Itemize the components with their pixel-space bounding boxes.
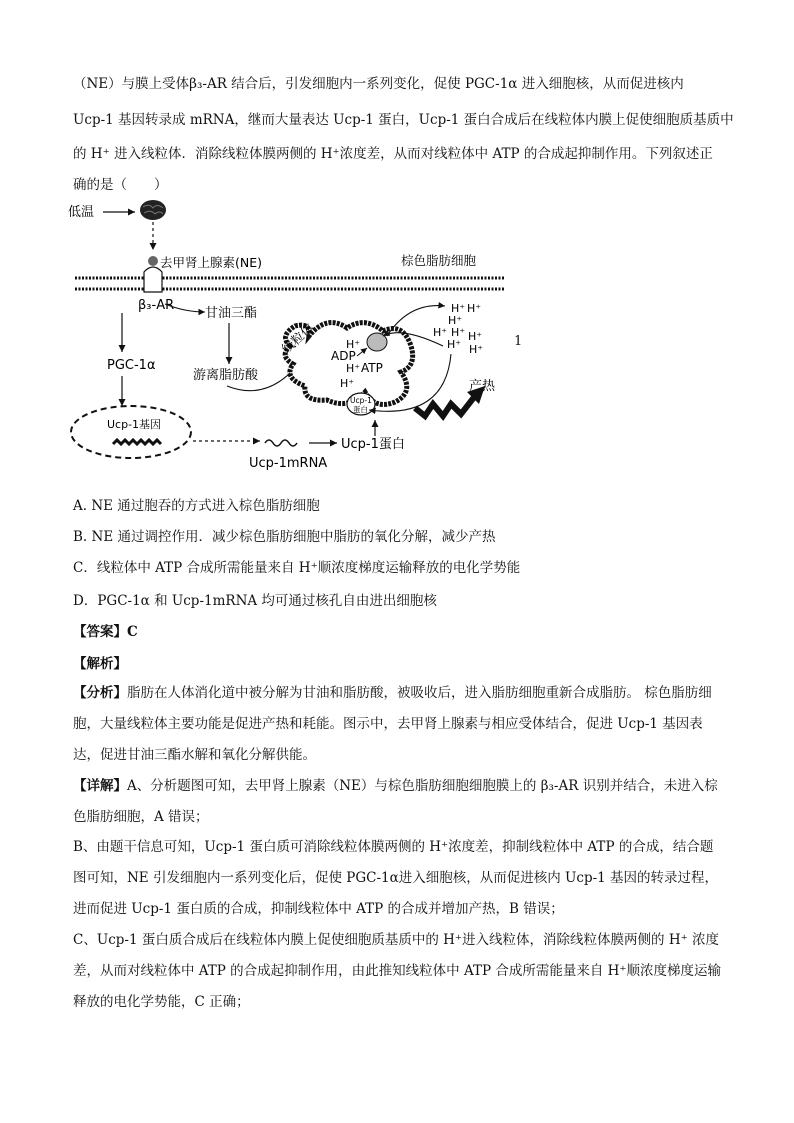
svg-text:H⁺: H⁺ bbox=[468, 330, 483, 343]
mitochondrion-label: 线粒体 bbox=[278, 320, 317, 357]
svg-text:H⁺: H⁺ bbox=[451, 302, 466, 315]
question-line-1: （NE）与膜上受体β₃-AR 结合后，引发细胞内一系列变化，促使 PGC-1α 进入细胞核，从而促进核内 bbox=[73, 76, 684, 92]
mrna-icon bbox=[265, 440, 297, 446]
svg-text:H⁺: H⁺ bbox=[469, 343, 484, 356]
free-fatty-acid-label: 游离脂肪酸 bbox=[193, 368, 259, 383]
question-line-2: Ucp-1 基因转录成 mRNA，继而大量表达 Ucp-1 蛋白，Ucp-1 蛋白合成后在线粒体内膜上促使细胞质基质中 bbox=[73, 112, 734, 128]
option-d: D．PGC-1α 和 Ucp-1mRNA 均可通过核孔自由进出细胞核 bbox=[73, 593, 437, 609]
analysis-tag: 【分析】 bbox=[73, 685, 127, 701]
svg-text:H⁺: H⁺ bbox=[448, 314, 463, 327]
brown-fat-cell-label: 棕色脂肪细胞 bbox=[401, 253, 477, 268]
h-ion-cluster bbox=[433, 302, 483, 356]
detail-paragraph-b: B、由题干信息可知，Ucp-1 蛋白质可消除线粒体膜两侧的 H⁺浓度差，抑制线粒体中 ATP 的合成，结合题图可知，NE 引发细胞内一系列变化后，促使 PGC-1α进入细胞核，从而促进核内 Ucp-1 基因的转录过程，进而促进 Ucp-1 蛋白质的合成，抑制线粒体中 ATP 的合成并增加产热，B 错误； bbox=[73, 839, 719, 917]
pgc-label: PGC-1α bbox=[107, 358, 156, 373]
receptor-label: β₃-AR bbox=[138, 298, 175, 313]
svg-text:H⁺: H⁺ bbox=[451, 326, 466, 339]
h-label-1: H⁺ bbox=[346, 338, 361, 351]
h-label-2: H⁺ bbox=[346, 362, 361, 375]
svg-text:H⁺: H⁺ bbox=[467, 302, 482, 315]
option-c: C．线粒体中 ATP 合成所需能量来自 H⁺顺浓度梯度运输释放的电化学势能 bbox=[73, 560, 521, 576]
ucp-gene-label: Ucp-1基因 bbox=[107, 418, 162, 431]
analysis-paragraph-1 bbox=[73, 678, 723, 771]
cell-membrane bbox=[75, 278, 505, 289]
adp-label: ADP bbox=[331, 349, 356, 363]
side-number: 1 bbox=[514, 334, 523, 349]
heat-label: 产热 bbox=[469, 379, 496, 394]
brown-fat-cell-diagram bbox=[65, 196, 515, 476]
ucp-small-label-2: 蛋白 bbox=[353, 405, 368, 414]
answer-label: 【答案】C bbox=[73, 624, 138, 640]
svg-text:H⁺: H⁺ bbox=[447, 338, 462, 351]
dna-icon bbox=[113, 440, 161, 444]
ucp-protein-label: Ucp-1蛋白 bbox=[341, 437, 405, 452]
detail-tag: 【详解】 bbox=[73, 778, 127, 794]
question-line-4: 确的是（ ） bbox=[73, 177, 168, 193]
ne-label: 去甲肾上腺素(NE) bbox=[160, 255, 263, 270]
heat-squiggle-icon bbox=[415, 396, 475, 416]
nucleus bbox=[71, 406, 191, 458]
detail-paragraph-a bbox=[73, 771, 723, 833]
h-label-3: H⁺ bbox=[340, 377, 355, 390]
low-temp-label: 低温 bbox=[68, 205, 95, 220]
ucp-small-label: Ucp-1 bbox=[350, 396, 372, 405]
svg-text:H⁺: H⁺ bbox=[433, 326, 448, 339]
atp-label: ATP bbox=[361, 361, 383, 375]
option-a: A. NE 通过胞吞的方式进入棕色脂肪细胞 bbox=[73, 498, 320, 514]
mrna-label: Ucp-1mRNA bbox=[249, 456, 328, 471]
analysis-label: 【解析】 bbox=[73, 656, 127, 672]
question-line-3: 的 H⁺ 进入线粒体．消除线粒体膜两侧的 H⁺浓度差，从而对线粒体中 ATP 的合成起抑制作用。下列叙述正 bbox=[73, 146, 713, 162]
detail-paragraph-c: C、Ucp-1 蛋白质合成后在线粒体内膜上促使细胞质基质中的 H⁺进入线粒体，消除线粒体膜两侧的 H⁺ 浓度差，从而对线粒体中 ATP 的合成起抑制作用，由此推知线粒体中 ATP 合成所需能量来自 H⁺顺浓度梯度运输释放的电化学势能，C 正确； bbox=[73, 932, 722, 1010]
analysis-text: 脂肪在人体消化道中被分解为甘油和脂肪酸，被吸收后，进入脂肪细胞重新合成脂肪。 棕色脂肪细胞，大量线粒体主要功能是促进产热和耗能。图示中，去甲肾上腺素与相应受体结合，促进 Ucp-1 基因表达，促进甘油三酯水解和氧化分解供能。 bbox=[73, 685, 712, 763]
receptor-icon bbox=[144, 267, 162, 292]
triglyceride-label: 甘油三酯 bbox=[205, 306, 258, 321]
detail-text-a: A、分析题图可知，去甲肾上腺素（NE）与棕色脂肪细胞细胞膜上的 β₃-AR 识别并结合，未进入棕色脂肪细胞，A 错误； bbox=[73, 778, 718, 825]
ne-molecule-icon bbox=[148, 256, 158, 266]
option-b: B. NE 通过调控作用．减少棕色脂肪细胞中脂肪的氧化分解，减少产热 bbox=[73, 529, 496, 545]
brain-icon bbox=[140, 200, 166, 220]
